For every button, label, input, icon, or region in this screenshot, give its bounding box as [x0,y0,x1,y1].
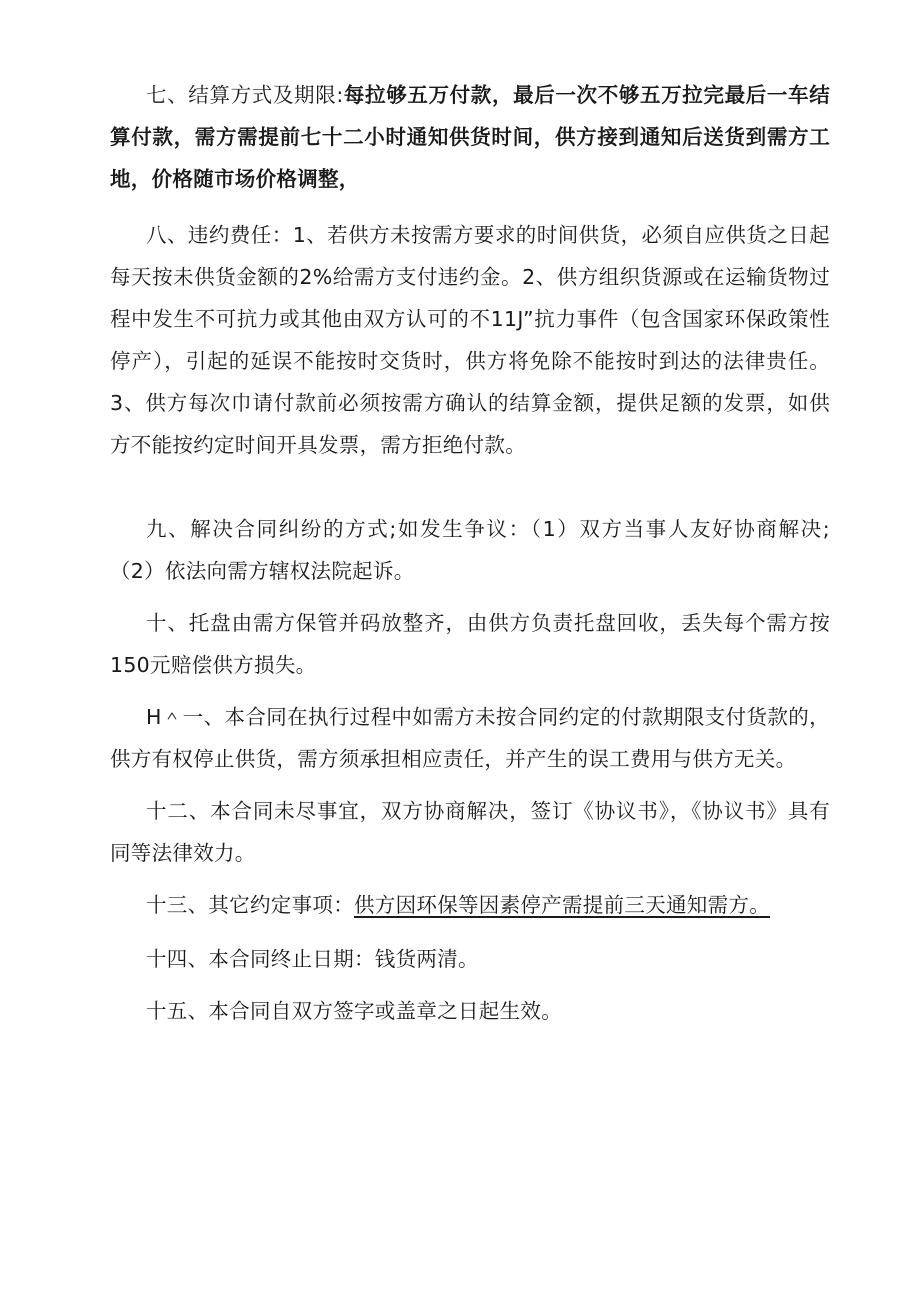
clause-10-pallets: 十、托盘由需方保管并码放整齐，由供方负责托盘回收，丢失每个需方按150元赔偿供方损失。 [110,611,830,677]
clause-7-label: 七、结算方式及期限 [146,83,337,107]
clause-13-label: 十三、其它约定事项： [146,893,354,917]
clause-12-supplementary: 十二、本合同未尽事宜，双方协商解决，签订《协议书》，《协议书》具有同等法律效力。 [110,799,830,865]
clause-13-body: 供方因环保等因素停产需提前三天通知需方。 [354,893,770,917]
clause-7-settlement [110,74,830,200]
clause-7-separator: : [336,83,344,107]
clause-7-body: 每拉够五万付款，最后一次不够五万拉完最后一车结算付款，需方需提前七十二小时通知供货时间，供方接到通知后送货到需方工地，价格随市场价格调整， [110,83,830,191]
clause-15-effective: 十五、本合同自双方签字或盖章之日起生效。 [146,999,562,1023]
clause-9-dispute: 九、解决合同纠纷的方式;如发生争议：（1）双方当事人友好协商解决;（2）依法向需方辖权法院起诉。 [110,517,830,583]
clause-8-liability: 八、违约费任：1、若供方未按需方要求的时间供货，必须自应供货之日起每天按未供货金额的2%给需方支付违约金。2、供方组织货源或在运输货物过程中发生不可抗力或其他由双方认可的不11J”抗力事件（包含国家环保政策性停产），引起的延误不能按时交货时，供方将免除不能按时到达的法律贵任。3、供方每次巾请付款前必须按需方确认的结算金额，提供足额的发票，如供方不能按约定时间开具发票，需方拒绝付款。 [110,223,830,457]
clause-14-termination: 十四、本合同终止日期：钱货两清。 [146,947,479,971]
clause-13-other-terms [110,884,830,926]
clause-11-payment-default: H＾一、本合同在执行过程中如需方未按合同约定的付款期限支付货款的，供方有权停止供货，需方须承担相应责任，并产生的误工费用与供方无关。 [110,705,830,771]
